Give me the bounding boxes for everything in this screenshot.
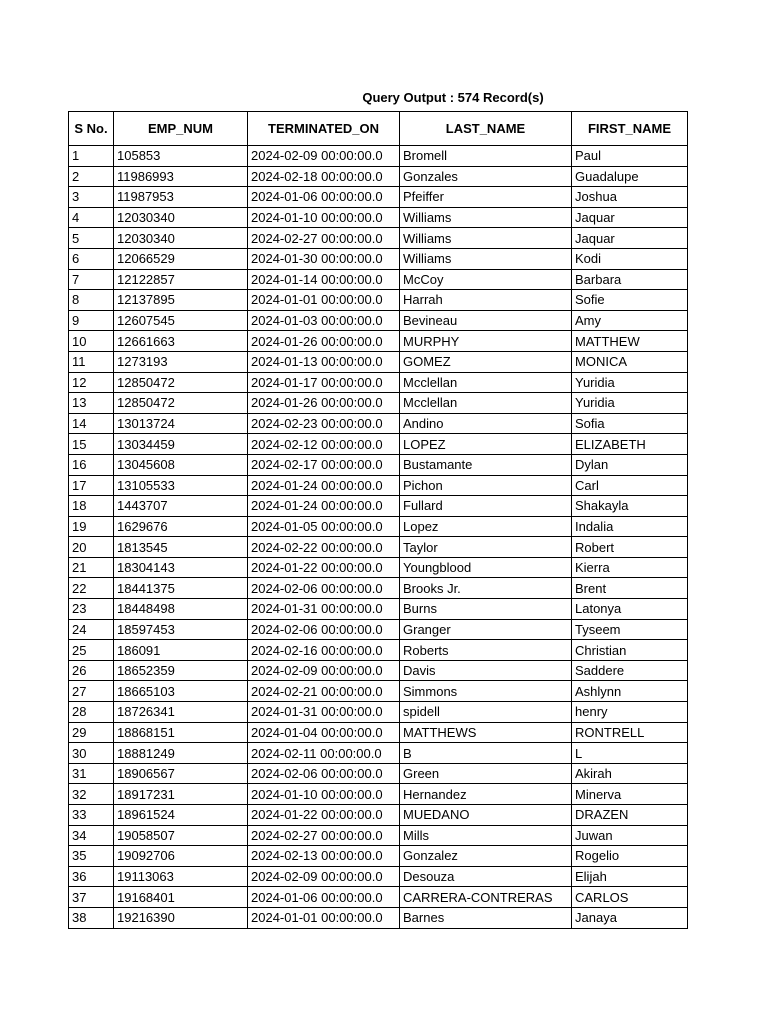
cell-last-name: Burns [400,599,572,620]
cell-first-name: henry [572,702,688,723]
cell-terminated-on: 2024-01-06 00:00:00.0 [248,187,400,208]
cell-terminated-on: 2024-02-09 00:00:00.0 [248,866,400,887]
cell-last-name: Taylor [400,537,572,558]
cell-s-no: 22 [69,578,114,599]
cell-last-name: GOMEZ [400,351,572,372]
cell-last-name: Roberts [400,640,572,661]
cell-first-name: CARLOS [572,887,688,908]
cell-emp-num: 19092706 [114,846,248,867]
cell-first-name: MATTHEW [572,331,688,352]
table-row [69,640,688,661]
cell-last-name: Williams [400,228,572,249]
cell-terminated-on: 2024-01-31 00:00:00.0 [248,599,400,620]
cell-last-name: Green [400,763,572,784]
cell-last-name: McCoy [400,269,572,290]
cell-terminated-on: 2024-01-10 00:00:00.0 [248,207,400,228]
terminations-table [68,111,688,929]
cell-emp-num: 11987953 [114,187,248,208]
cell-first-name: Joshua [572,187,688,208]
cell-emp-num: 18881249 [114,743,248,764]
cell-terminated-on: 2024-02-27 00:00:00.0 [248,228,400,249]
cell-last-name: Lopez [400,516,572,537]
cell-first-name: Tyseem [572,619,688,640]
cell-s-no: 6 [69,248,114,269]
cell-first-name: Latonya [572,599,688,620]
cell-emp-num: 18597453 [114,619,248,640]
table-body [69,146,688,929]
cell-last-name: Granger [400,619,572,640]
table-row [69,454,688,475]
table-row [69,496,688,517]
cell-terminated-on: 2024-01-17 00:00:00.0 [248,372,400,393]
table-row [69,763,688,784]
table-row [69,187,688,208]
table-row [69,290,688,311]
cell-emp-num: 18961524 [114,805,248,826]
cell-first-name: Minerva [572,784,688,805]
cell-emp-num: 12850472 [114,372,248,393]
table-row [69,475,688,496]
cell-s-no: 5 [69,228,114,249]
cell-first-name: Elijah [572,866,688,887]
cell-terminated-on: 2024-02-09 00:00:00.0 [248,146,400,167]
cell-emp-num: 12607545 [114,310,248,331]
cell-emp-num: 18917231 [114,784,248,805]
table-row [69,310,688,331]
cell-emp-num: 18906567 [114,763,248,784]
table-row [69,599,688,620]
cell-s-no: 36 [69,866,114,887]
cell-last-name: Williams [400,248,572,269]
cell-emp-num: 105853 [114,146,248,167]
cell-s-no: 3 [69,187,114,208]
table-row [69,907,688,928]
cell-s-no: 1 [69,146,114,167]
cell-last-name: Mcclellan [400,393,572,414]
cell-s-no: 29 [69,722,114,743]
cell-terminated-on: 2024-02-06 00:00:00.0 [248,619,400,640]
table-row [69,702,688,723]
cell-emp-num: 13105533 [114,475,248,496]
cell-s-no: 35 [69,846,114,867]
cell-first-name: Jaquar [572,228,688,249]
cell-s-no: 33 [69,805,114,826]
table-row [69,413,688,434]
header-s-no: S No. [69,112,114,146]
cell-s-no: 27 [69,681,114,702]
cell-last-name: Pfeiffer [400,187,572,208]
cell-s-no: 15 [69,434,114,455]
cell-last-name: Hernandez [400,784,572,805]
cell-s-no: 9 [69,310,114,331]
table-row [69,805,688,826]
cell-terminated-on: 2024-02-12 00:00:00.0 [248,434,400,455]
cell-last-name: Mcclellan [400,372,572,393]
cell-s-no: 24 [69,619,114,640]
cell-s-no: 34 [69,825,114,846]
cell-terminated-on: 2024-01-10 00:00:00.0 [248,784,400,805]
cell-terminated-on: 2024-01-01 00:00:00.0 [248,290,400,311]
cell-first-name: Kierra [572,557,688,578]
cell-last-name: Bromell [400,146,572,167]
cell-s-no: 28 [69,702,114,723]
cell-emp-num: 18665103 [114,681,248,702]
cell-last-name: MATTHEWS [400,722,572,743]
cell-emp-num: 12137895 [114,290,248,311]
cell-emp-num: 1813545 [114,537,248,558]
cell-terminated-on: 2024-02-23 00:00:00.0 [248,413,400,434]
cell-first-name: Shakayla [572,496,688,517]
cell-s-no: 11 [69,351,114,372]
cell-terminated-on: 2024-01-06 00:00:00.0 [248,887,400,908]
cell-terminated-on: 2024-02-21 00:00:00.0 [248,681,400,702]
cell-emp-num: 12122857 [114,269,248,290]
cell-s-no: 37 [69,887,114,908]
cell-emp-num: 13034459 [114,434,248,455]
cell-terminated-on: 2024-01-03 00:00:00.0 [248,310,400,331]
cell-emp-num: 18726341 [114,702,248,723]
cell-first-name: Rogelio [572,846,688,867]
cell-first-name: Christian [572,640,688,661]
table-header-row [69,112,688,146]
cell-emp-num: 13045608 [114,454,248,475]
cell-emp-num: 12850472 [114,393,248,414]
cell-terminated-on: 2024-01-14 00:00:00.0 [248,269,400,290]
cell-first-name: Sofia [572,413,688,434]
cell-s-no: 4 [69,207,114,228]
cell-last-name: Brooks Jr. [400,578,572,599]
cell-first-name: Dylan [572,454,688,475]
cell-last-name: MURPHY [400,331,572,352]
cell-terminated-on: 2024-01-30 00:00:00.0 [248,248,400,269]
table-row [69,557,688,578]
cell-emp-num: 19113063 [114,866,248,887]
cell-last-name: Simmons [400,681,572,702]
cell-emp-num: 19058507 [114,825,248,846]
cell-first-name: ELIZABETH [572,434,688,455]
cell-first-name: Yuridia [572,372,688,393]
table-row [69,681,688,702]
cell-last-name: Bevineau [400,310,572,331]
cell-first-name: Jaquar [572,207,688,228]
cell-s-no: 13 [69,393,114,414]
cell-first-name: Robert [572,537,688,558]
cell-emp-num: 1273193 [114,351,248,372]
table-row [69,393,688,414]
cell-last-name: Bustamante [400,454,572,475]
cell-s-no: 18 [69,496,114,517]
query-output-caption: Query Output : 574 Record(s) [362,90,544,105]
table-row [69,846,688,867]
cell-terminated-on: 2024-02-11 00:00:00.0 [248,743,400,764]
cell-emp-num: 18868151 [114,722,248,743]
cell-s-no: 21 [69,557,114,578]
table-row [69,331,688,352]
cell-terminated-on: 2024-01-04 00:00:00.0 [248,722,400,743]
header-last-name: LAST_NAME [400,112,572,146]
cell-terminated-on: 2024-02-16 00:00:00.0 [248,640,400,661]
cell-last-name: Harrah [400,290,572,311]
cell-emp-num: 12030340 [114,228,248,249]
table-row [69,866,688,887]
cell-emp-num: 18652359 [114,660,248,681]
table-row [69,537,688,558]
cell-last-name: Davis [400,660,572,681]
cell-first-name: Akirah [572,763,688,784]
cell-first-name: Amy [572,310,688,331]
cell-last-name: Pichon [400,475,572,496]
cell-terminated-on: 2024-01-22 00:00:00.0 [248,805,400,826]
cell-last-name: B [400,743,572,764]
table-row [69,434,688,455]
cell-s-no: 38 [69,907,114,928]
cell-last-name: spidell [400,702,572,723]
cell-terminated-on: 2024-01-24 00:00:00.0 [248,475,400,496]
cell-last-name: Barnes [400,907,572,928]
cell-first-name: Yuridia [572,393,688,414]
cell-s-no: 17 [69,475,114,496]
table-row [69,784,688,805]
cell-emp-num: 18304143 [114,557,248,578]
cell-last-name: LOPEZ [400,434,572,455]
cell-terminated-on: 2024-02-22 00:00:00.0 [248,537,400,558]
cell-last-name: CARRERA-CONTRERAS [400,887,572,908]
table-row [69,248,688,269]
cell-first-name: Brent [572,578,688,599]
cell-emp-num: 12661663 [114,331,248,352]
cell-last-name: Youngblood [400,557,572,578]
cell-last-name: Mills [400,825,572,846]
cell-terminated-on: 2024-02-17 00:00:00.0 [248,454,400,475]
cell-last-name: Gonzales [400,166,572,187]
cell-first-name: MONICA [572,351,688,372]
cell-first-name: Kodi [572,248,688,269]
cell-terminated-on: 2024-01-24 00:00:00.0 [248,496,400,517]
cell-emp-num: 11986993 [114,166,248,187]
cell-terminated-on: 2024-02-06 00:00:00.0 [248,578,400,599]
cell-emp-num: 12030340 [114,207,248,228]
cell-emp-num: 19168401 [114,887,248,908]
cell-s-no: 31 [69,763,114,784]
cell-first-name: Saddere [572,660,688,681]
cell-terminated-on: 2024-01-05 00:00:00.0 [248,516,400,537]
cell-terminated-on: 2024-02-27 00:00:00.0 [248,825,400,846]
table-row [69,516,688,537]
cell-first-name: DRAZEN [572,805,688,826]
cell-first-name: RONTRELL [572,722,688,743]
cell-last-name: Andino [400,413,572,434]
table-row [69,660,688,681]
cell-terminated-on: 2024-01-26 00:00:00.0 [248,331,400,352]
cell-emp-num: 12066529 [114,248,248,269]
cell-s-no: 7 [69,269,114,290]
cell-s-no: 12 [69,372,114,393]
table-row [69,351,688,372]
table-row [69,825,688,846]
cell-first-name: Paul [572,146,688,167]
table-row [69,207,688,228]
cell-first-name: Barbara [572,269,688,290]
cell-terminated-on: 2024-01-01 00:00:00.0 [248,907,400,928]
table-row [69,619,688,640]
table-row [69,166,688,187]
table-row [69,578,688,599]
cell-emp-num: 1443707 [114,496,248,517]
cell-s-no: 14 [69,413,114,434]
cell-emp-num: 18448498 [114,599,248,620]
table-row [69,722,688,743]
cell-terminated-on: 2024-02-09 00:00:00.0 [248,660,400,681]
cell-s-no: 26 [69,660,114,681]
cell-emp-num: 19216390 [114,907,248,928]
cell-first-name: Indalia [572,516,688,537]
cell-s-no: 32 [69,784,114,805]
cell-terminated-on: 2024-01-22 00:00:00.0 [248,557,400,578]
cell-terminated-on: 2024-02-13 00:00:00.0 [248,846,400,867]
cell-emp-num: 186091 [114,640,248,661]
cell-first-name: Ashlynn [572,681,688,702]
table-row [69,887,688,908]
table-row [69,269,688,290]
table-row [69,146,688,167]
cell-first-name: Janaya [572,907,688,928]
cell-terminated-on: 2024-02-18 00:00:00.0 [248,166,400,187]
cell-terminated-on: 2024-01-26 00:00:00.0 [248,393,400,414]
cell-s-no: 2 [69,166,114,187]
cell-last-name: Fullard [400,496,572,517]
cell-first-name: L [572,743,688,764]
cell-last-name: Gonzalez [400,846,572,867]
cell-s-no: 25 [69,640,114,661]
cell-s-no: 10 [69,331,114,352]
cell-first-name: Juwan [572,825,688,846]
cell-s-no: 8 [69,290,114,311]
cell-s-no: 20 [69,537,114,558]
cell-s-no: 16 [69,454,114,475]
table-row [69,743,688,764]
table-row [69,372,688,393]
cell-emp-num: 1629676 [114,516,248,537]
cell-terminated-on: 2024-02-06 00:00:00.0 [248,763,400,784]
cell-first-name: Guadalupe [572,166,688,187]
cell-s-no: 30 [69,743,114,764]
table-row [69,228,688,249]
cell-emp-num: 13013724 [114,413,248,434]
header-terminated-on: TERMINATED_ON [248,112,400,146]
cell-last-name: MUEDANO [400,805,572,826]
cell-first-name: Carl [572,475,688,496]
cell-terminated-on: 2024-01-31 00:00:00.0 [248,702,400,723]
cell-first-name: Sofie [572,290,688,311]
cell-last-name: Desouza [400,866,572,887]
cell-s-no: 19 [69,516,114,537]
cell-last-name: Williams [400,207,572,228]
cell-emp-num: 18441375 [114,578,248,599]
cell-s-no: 23 [69,599,114,620]
cell-terminated-on: 2024-01-13 00:00:00.0 [248,351,400,372]
header-first-name: FIRST_NAME [572,112,688,146]
header-emp-num: EMP_NUM [114,112,248,146]
